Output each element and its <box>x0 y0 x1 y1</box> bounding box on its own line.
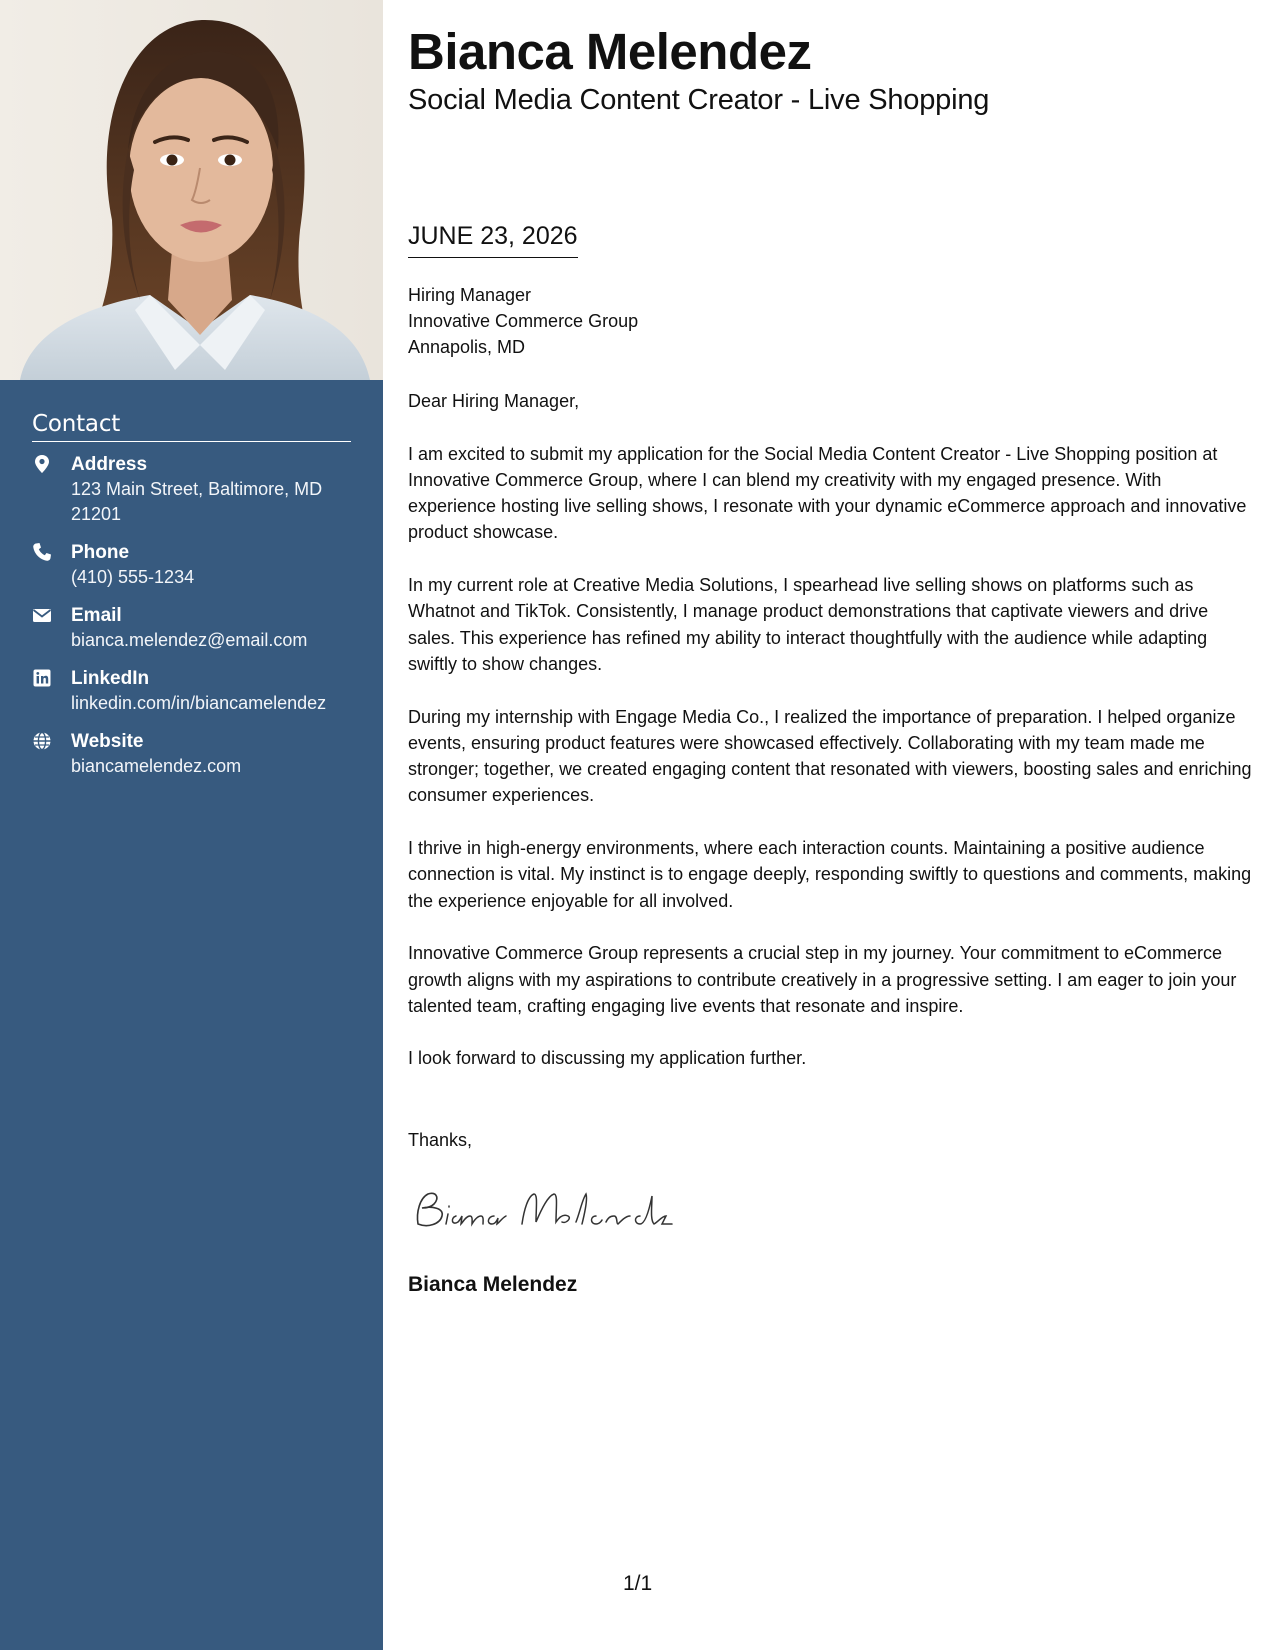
letter-body <box>408 388 1253 1098</box>
linkedin-label: LinkedIn <box>71 668 150 689</box>
linkedin-icon <box>32 668 52 688</box>
location-pin-icon <box>32 454 52 474</box>
page-number: 1/1 <box>623 1572 653 1595</box>
linkedin-value[interactable]: linkedin.com/in/biancamelendez <box>71 693 327 713</box>
paragraph-5: Innovative Commerce Group represents a crucial step in my journey. Your commitment to eCommerce growth aligns with my aspirations to contribute creatively in a progressive setting. I am eager to join your talented team, crafting engaging live events that resonate and inspire. <box>408 943 1237 1016</box>
letter-date: JUNE 23, 2026 <box>408 222 578 258</box>
address-label: Address <box>71 454 148 475</box>
paragraph-3: During my internship with Engage Media Co., I realized the importance of preparation. I helped organize events, ensuring product features were showcased effectively. Collaborating with my team made me stronger; together, we created engaging content that resonated with viewers, boosting sales and enriching consumer experiences. <box>408 706 1252 806</box>
email-label: Email <box>71 605 122 626</box>
contact-section <box>32 411 351 792</box>
handwritten-signature <box>410 1186 675 1234</box>
phone-value: (410) 555-1234 <box>71 567 195 587</box>
recipient-block <box>408 282 638 360</box>
contact-linkedin <box>32 666 351 716</box>
closing: Thanks, <box>408 1130 473 1150</box>
address-value: 123 Main Street, Baltimore, MD 21201 <box>71 479 323 524</box>
paragraph-1: I am excited to submit my application for the Social Media Content Creator - Live Shopping position at Innovative Commerce Group, where I can blend my creativity with my engaged presence. With experience hosting live selling shows, I resonate with your dynamic eCommerce approach and innovative product showcase. <box>408 443 1247 543</box>
recipient-company: Innovative Commerce Group <box>408 311 639 331</box>
website-value[interactable]: biancamelendez.com <box>71 756 242 776</box>
contact-website <box>32 729 351 779</box>
recipient-title: Hiring Manager <box>408 285 532 305</box>
phone-icon <box>32 542 52 562</box>
profile-photo <box>0 0 383 380</box>
contact-heading: Contact <box>32 411 351 442</box>
paragraph-2: In my current role at Creative Media Solutions, I spearhead live selling shows on platforms such as Whatnot and TikTok. Consistently, I manage product demonstrations that captivate viewers and drive sales. This experience has refined my ability to interact thoughtfully with the audience while adapting swiftly to show changes. <box>408 575 1209 674</box>
signer-name: Bianca Melendez <box>408 1273 578 1296</box>
applicant-name: Bianca Melendez <box>408 23 812 80</box>
contact-address <box>32 452 351 527</box>
recipient-location: Annapolis, MD <box>408 337 526 357</box>
phone-label: Phone <box>71 542 130 563</box>
salutation: Dear Hiring Manager, <box>408 391 580 411</box>
paragraph-4: I thrive in high-energy environments, where each interaction counts. Maintaining a positive audience connection is vital. My instinct is to engage deeply, responding swiftly to questions and comments, making the experience enjoyable for all involved. <box>408 838 1252 911</box>
portrait-image <box>0 0 383 380</box>
website-label: Website <box>71 731 144 752</box>
sidebar <box>0 0 383 1650</box>
email-icon <box>32 605 52 625</box>
email-value[interactable]: bianca.melendez@email.com <box>71 630 308 650</box>
contact-phone <box>32 540 351 590</box>
job-title: Social Media Content Creator - Live Shopping <box>408 84 990 116</box>
globe-icon <box>32 731 52 751</box>
contact-email <box>32 603 351 653</box>
paragraph-6: I look forward to discussing my application further. <box>408 1048 807 1069</box>
